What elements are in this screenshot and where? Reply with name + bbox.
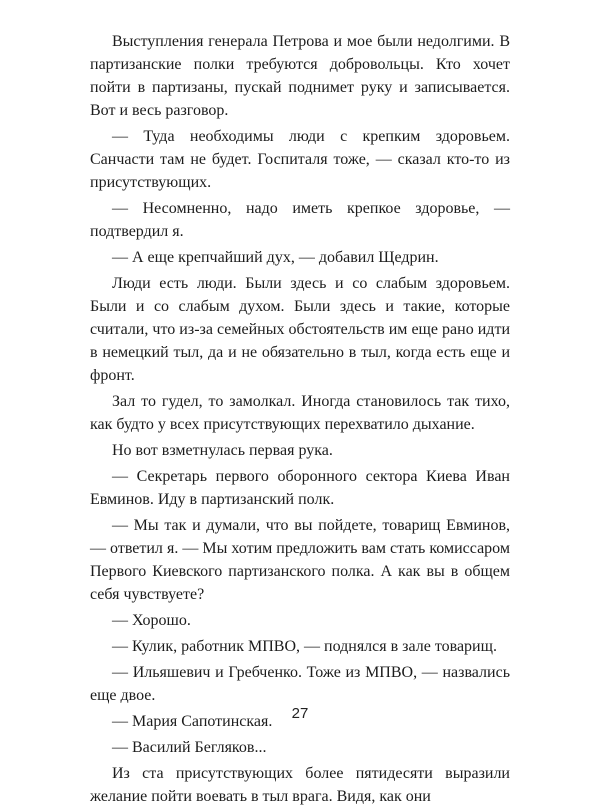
paragraph: — Ильяшевич и Гребченко. Тоже из МПВО, — назвались еще двое.: [90, 664, 510, 704]
paragraph: — Мы так и думали, что вы пойдете, товарищ Евминов, — ответил я. — Мы хотим предложить вам стать комиссаром Первого Киевского партизанского полка. А как вы в общем себя чувствуете?: [90, 517, 510, 603]
paragraph: — Кулик, работник МПВО, — поднялся в зале товарищ.: [112, 638, 497, 655]
paragraph: Из ста присутствующих более пятидесяти выразили желание пойти воевать в тыл врага. Видя, как они: [90, 765, 510, 805]
paragraph: — Хорошо.: [112, 612, 191, 629]
paragraph: — А еще крепчайший дух, — добавил Щедрин.: [112, 249, 439, 266]
paragraph: Люди есть люди. Были здесь и со слабым здоровьем. Были и со слабым духом. Были здесь и такие, которые считали, что из-за семейных обстоятельств им еще рано идти в немецкий тыл, да и не обязательно в тыл, когда есть еще и фронт.: [90, 275, 510, 384]
paragraph: — Туда необходимы люди с крепким здоровьем. Санчасти там не будет. Госпиталя тоже, — сказал кто-то из присутствующих.: [90, 128, 510, 191]
page-number: 27: [291, 705, 309, 722]
paragraph: Выступления генерала Петрова и мое были недолгими. В партизанские полки требуются добровольцы. Кто хочет пойти в партизаны, пускай поднимет руку и записывается. Вот и весь разговор.: [90, 33, 510, 119]
paragraph: — Несомненно, надо иметь крепкое здоровье, — подтвердил я.: [90, 200, 510, 240]
paragraph: Но вот взметнулась первая рука.: [112, 442, 333, 459]
paragraph: — Василий Бегляков...: [112, 739, 267, 756]
book-page-text: [90, 30, 510, 811]
paragraph: — Мария Сапотинская.: [112, 713, 273, 730]
paragraph: — Секретарь первого оборонного сектора Киева Иван Евминов. Иду в партизанский полк.: [90, 468, 510, 508]
paragraph: Зал то гудел, то замолкал. Иногда становилось так тихо, как будто у всех присутствующих перехватило дыхание.: [90, 393, 510, 433]
